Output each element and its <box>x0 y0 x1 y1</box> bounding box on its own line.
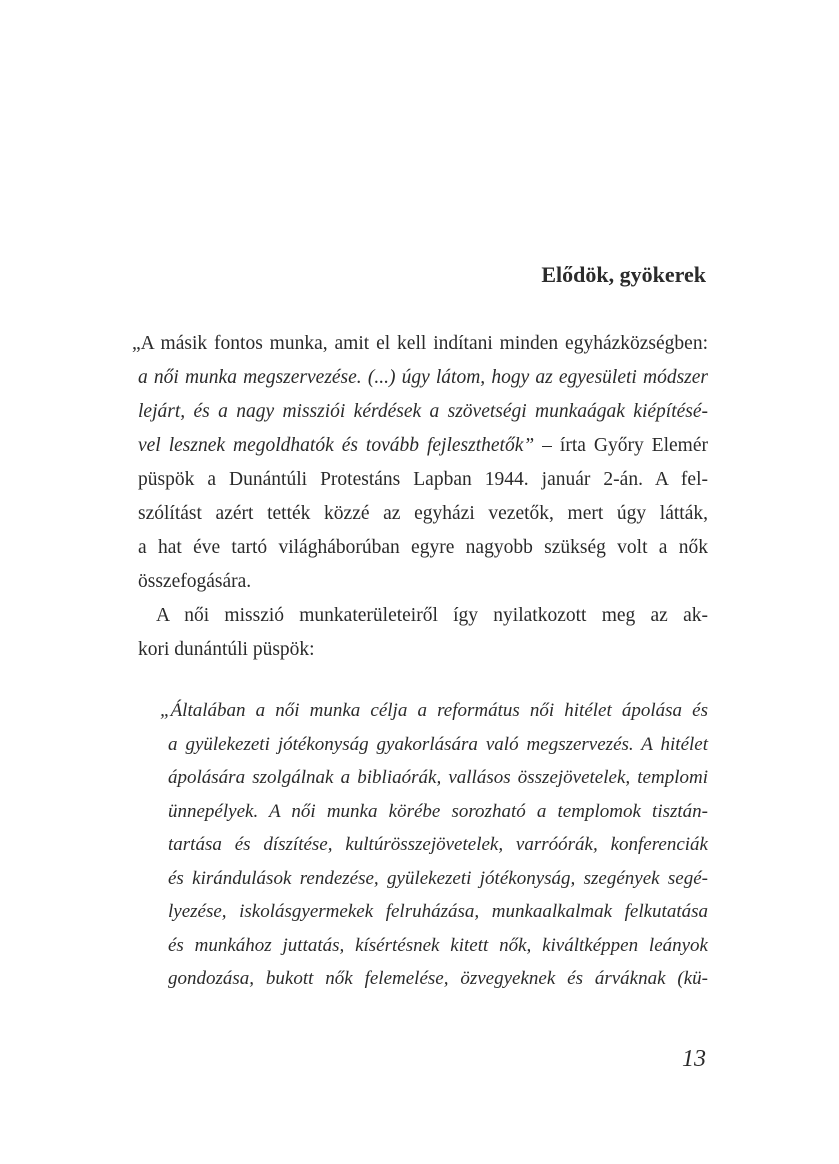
attribution-fragment: – írta Győry Elemér <box>534 435 708 456</box>
text-line: összefogására. <box>138 571 252 592</box>
body-text <box>132 327 708 667</box>
quote-line: és kirándulások rendezése, gyülekezeti jótékonyság, szegények segé- <box>168 867 708 889</box>
quote-line: ápolására szolgálnak a bibliaórák, vallásos összejövetelek, templomi <box>168 767 708 788</box>
chapter-title: Elődök, gyökerek <box>541 262 706 287</box>
text-line: püspök a Dunántúli Protestáns Lapban 1944. január 2-án. A fel- <box>138 469 708 490</box>
text-line: „A másik fontos munka, amit el kell indítani minden egyházközségben: <box>132 333 708 354</box>
text-line: szólítást azért tették közzé az egyházi vezetők, mert úgy látták, <box>138 503 708 524</box>
text-line <box>132 429 708 463</box>
quote-line: „Általában a női munka célja a református női hitélet ápolása és <box>160 700 708 721</box>
quote-line: tartása és díszítése, kultúrösszejövetelek, varróórák, konferenciák <box>168 834 708 855</box>
quote-line: ünnepélyek. A női munka körébe sorozható a templomok tisztán- <box>168 800 708 822</box>
page-number: 13 <box>682 1046 706 1072</box>
quote-line: és munkához juttatás, kísértésnek kitett nők, kiváltképpen leányok <box>168 934 708 956</box>
text-line: kori dunántúli püspök: <box>138 639 315 660</box>
quote-line: gondozása, bukott nők felemelése, özvegyeknek és árváknak (kü- <box>168 968 708 989</box>
text-line: A női misszió munkaterületeiről így nyilatkozott meg az ak- <box>156 605 708 626</box>
quote-line: a gyülekezeti jótékonyság gyakorlására való megszervezés. A hitélet <box>168 733 708 755</box>
text-line: a női munka megszervezése. (...) úgy látom, hogy az egyesületi módszer <box>138 367 708 388</box>
text-line: lejárt, és a nagy missziói kérdések a szövetségi munkaágak kiépítésé- <box>138 401 708 422</box>
text-line: a hat éve tartó világháborúban egyre nagyobb szükség volt a nők <box>138 537 708 558</box>
quote-end-fragment: vel lesznek megoldhatók és tovább fejleszthetők” <box>138 435 535 456</box>
quote-line: lyezése, iskolásgyermekek felruházása, munkaalkalmak felkutatása <box>168 901 708 922</box>
block-quote <box>160 694 708 996</box>
